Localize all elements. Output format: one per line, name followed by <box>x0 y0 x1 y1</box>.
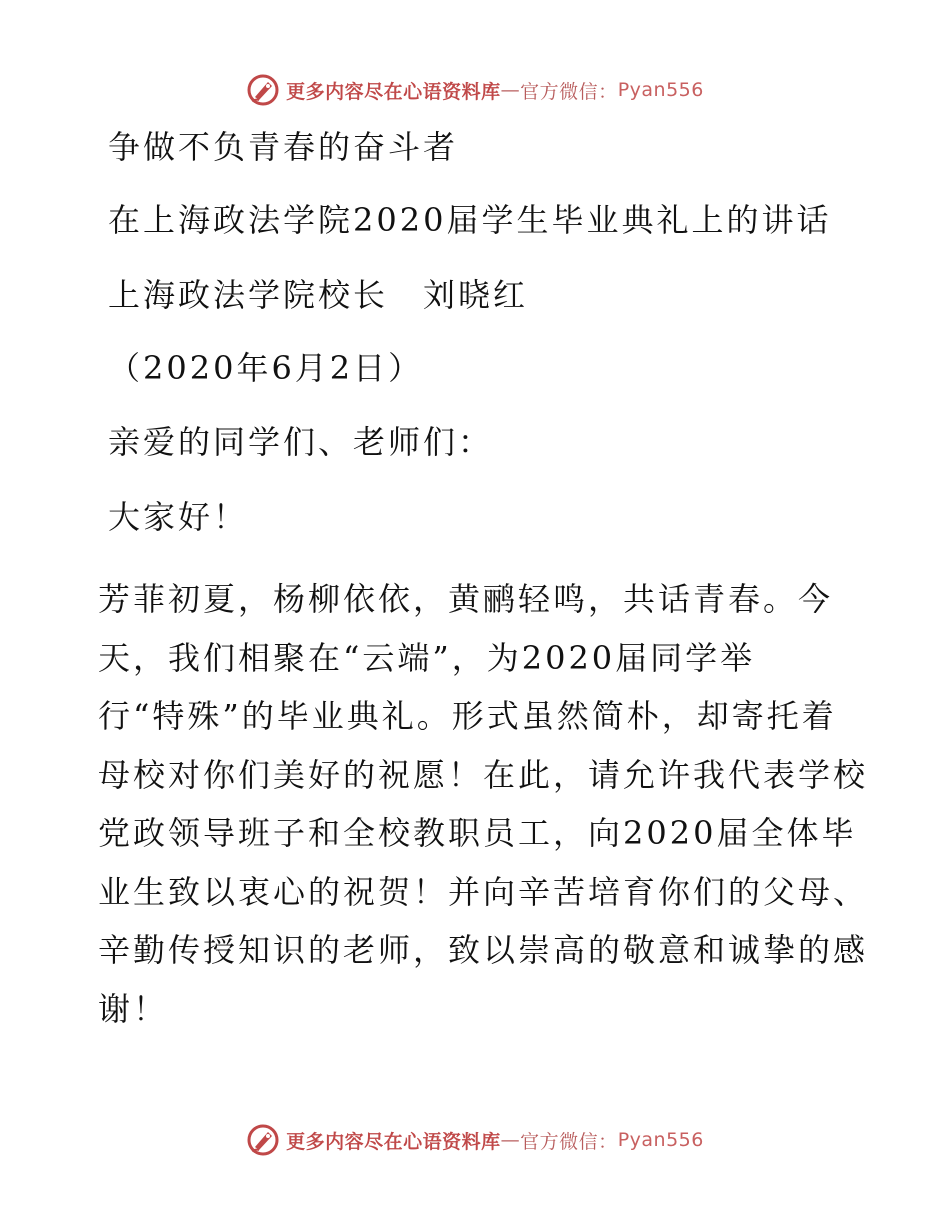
footer-watermark <box>0 1120 950 1160</box>
speech-greeting: 大家好！ <box>108 498 249 536</box>
pen-nib-logo-icon <box>246 73 280 107</box>
pen-nib-logo-icon <box>246 1123 280 1157</box>
paragraph-line: 行“特殊”的毕业典礼。形式虽然简朴，却寄托着 <box>98 697 837 735</box>
watermark-dash: — <box>500 1129 521 1151</box>
speech-date: （2020年6月2日） <box>108 349 424 387</box>
speech-salutation: 亲爱的同学们、老师们： <box>108 423 494 461</box>
paragraph-line: 业生致以衷心的祝贺！并向辛苦培育你们的父母、 <box>98 872 869 911</box>
watermark-official-label: 官方微信： <box>520 1130 618 1153</box>
watermark-wechat-id: Pyan556 <box>617 79 704 101</box>
speech-paragraph <box>98 570 869 1038</box>
paragraph-line: 天，我们相聚在“云端”，为2020届同学举 <box>98 638 756 677</box>
watermark-main-text: 更多内容尽在心语资料库 <box>286 1130 501 1153</box>
speech-subtitle: 在上海政法学院2020届学生毕业典礼上的讲话 <box>108 201 832 239</box>
paragraph-line: 母校对你们美好的祝愿！在此，请允许我代表学校 <box>98 755 869 794</box>
paragraph-line: 党政领导班子和全校教职员工，向2020届全体毕 <box>98 814 857 852</box>
watermark-official-label: 官方微信： <box>520 80 618 103</box>
watermark-wechat-id: Pyan556 <box>617 1129 704 1151</box>
speech-title: 争做不负青春的奋斗者 <box>108 128 459 166</box>
paragraph-line: 芳菲初夏，杨柳依依，黄鹂轻鸣，共话青春。今 <box>98 580 834 618</box>
paragraph-line: 谢！ <box>98 989 169 1028</box>
speech-author: 上海政法学院校长 刘晓红 <box>108 276 529 314</box>
header-watermark <box>0 70 950 110</box>
watermark-dash: — <box>500 79 521 101</box>
paragraph-line: 辛勤传授知识的老师，致以崇高的敬意和诚挚的感 <box>98 931 869 969</box>
watermark-main-text: 更多内容尽在心语资料库 <box>286 80 501 103</box>
